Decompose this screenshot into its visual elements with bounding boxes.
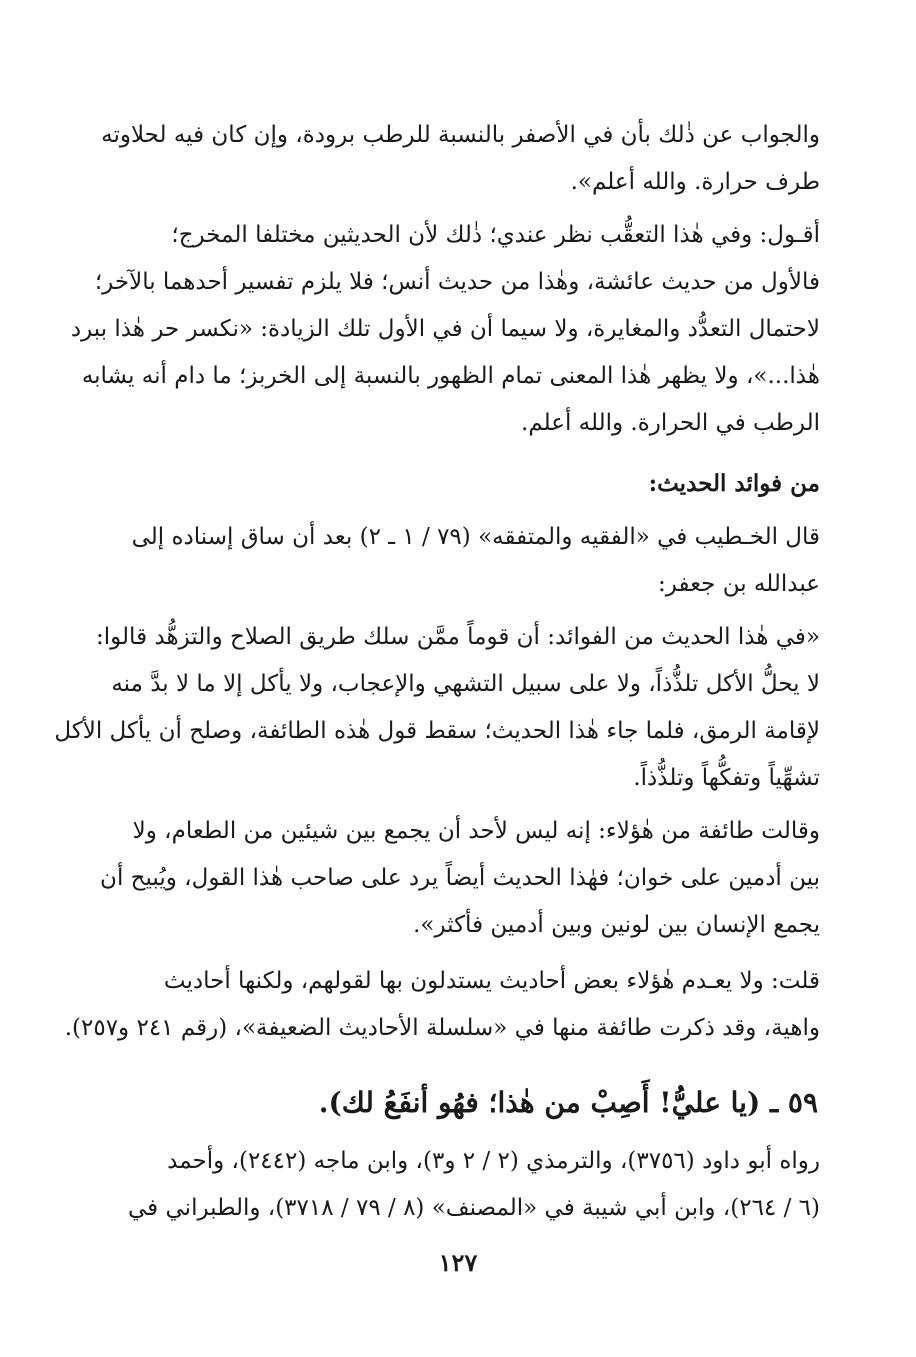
paragraph-6 [64, 958, 820, 1052]
text-line: وقالت طائفة من هٰؤلاء: إنه ليس لأحد أن يجمع بين شيئين من الطعام، ولا [132, 818, 820, 844]
section-heading-text: من فوائد الحديث: [648, 470, 820, 497]
text-line: طرف حرارة. والله أعلم». [570, 169, 820, 195]
text-line: قلت: ولا يعـدم هٰؤلاء بعض أحاديث يستدلون بها لقولهم، ولكنها أحاديث [163, 968, 820, 994]
section-heading [88, 460, 820, 507]
paragraph-2 [70, 212, 820, 447]
text-line: لإقامة الرمق، فلما جاء هٰذا الحديث؛ سقط قول هٰذه الطائفة، وصلح أن يأكل الأكل [54, 718, 820, 744]
page-number: ١٢٧ [438, 1248, 478, 1277]
paragraph-5 [88, 808, 820, 949]
text-line: هٰذا...»، ولا يظهر هٰذا المعنى تمام الظهور بالنسبة إلى الخربز؛ ما دام أنه يشابه [81, 363, 820, 389]
text-line: الرطب في الحرارة. والله أعلم. [521, 410, 820, 436]
text-line: قال الخـطيب في «الفقيه والمتفقه» (٧٩ / ١ ـ ٢) بعد أن ساق إسناده إلى [131, 524, 820, 550]
text-line: لا يحلُّ الأكل تلذُّذاً، ولا على سبيل التشهي والإعجاب، ولا يأكل إلا ما لا بدَّ منه [111, 671, 820, 697]
text-line: عبدالله بن جعفر: [658, 571, 820, 597]
text-line: تشهِّياً وتفكُّهاً وتلذُّذاً. [633, 765, 820, 791]
text-line: (٦ / ٢٦٤)، وابن أبي شيبة في «المصنف» (٨ / ٧٩ / ٣٧١٨)، والطبراني في [128, 1195, 820, 1221]
paragraph-3 [88, 514, 820, 608]
text-line: بين أدمين على خوان؛ فهٰذا الحديث أيضاً يرد على صاحب هٰذا القول، ويُبيح أن [100, 865, 820, 891]
source-paragraph [88, 1138, 820, 1232]
text-line: والجواب عن ذٰلك بأن في الأصفر بالنسبة للرطب برودة، وإن كان فيه لحلاوته [101, 122, 820, 148]
text-line: رواه أبو داود (٣٧٥٦)، والترمذي (٢ / ٢ و٣)، وابن ماجه (٢٤٤٢)، وأحمد [167, 1148, 820, 1174]
text-line: لاحتمال التعدُّد والمغايرة، ولا سيما أن في الأول تلك الزيادة: «نكسر حر هٰذا ببرد [70, 316, 820, 342]
text-line: أقـول: وفي هٰذا التعقُّب نظر عندي؛ ذٰلك لأن الحديثين مختلفا المخرج؛ [171, 222, 820, 248]
hadith-title: ٥٩ ـ (يا عليُّ! أَصِبْ من هٰذا؛ فهُو أنفَعُ لك). [318, 1086, 818, 1119]
text-line: فالأول من حديث عائشة، وهٰذا من حديث أنس؛ فلا يلزم تفسير أحدهما بالآخر؛ [94, 269, 820, 295]
text-line: يجمع الإنسان بين لونين وبين أدمين فأكثر». [413, 912, 820, 938]
paragraph-1 [88, 112, 820, 206]
paragraph-4 [54, 614, 820, 802]
text-line: واهية، وقد ذكرت طائفة منها في «سلسلة الأحاديث الضعيفة»، (رقم ٢٤١ و٢٥٧). [64, 1015, 820, 1041]
text-line: «في هٰذا الحديث من الفوائد: أن قوماً ممَّن سلك طريق الصلاح والتزهُّد قالوا: [96, 624, 820, 650]
